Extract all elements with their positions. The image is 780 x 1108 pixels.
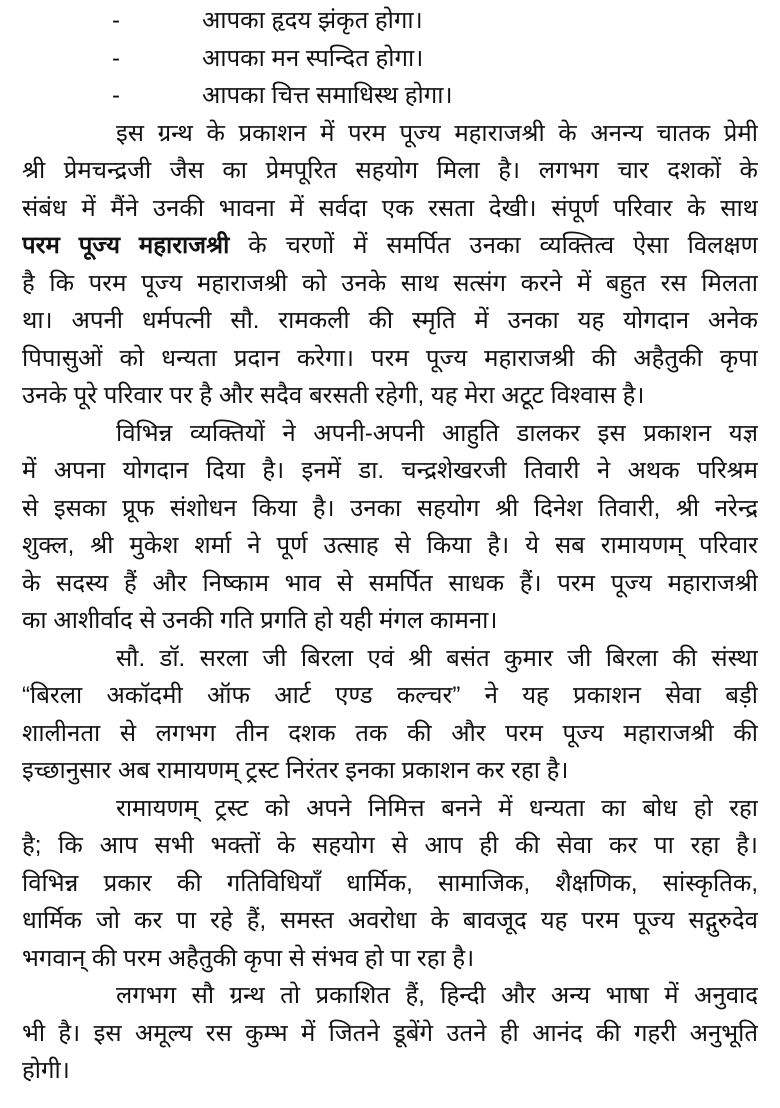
text-line — [22, 415, 758, 453]
line-text: के चरणों में समर्पित उनका व्यक्तित्व ऐसा विलक्षण — [229, 232, 758, 259]
document-page — [22, 2, 758, 1090]
bullet-item — [22, 2, 758, 40]
dash-marker: - — [112, 7, 120, 34]
text-line — [22, 940, 758, 978]
text-line — [22, 340, 758, 378]
line-text: उनके पूरे परिवार पर है और सदैव बरसती रहेगी, यह मेरा अटूट विश्वास है। — [22, 382, 645, 409]
text-line — [22, 377, 758, 415]
paragraph — [22, 977, 758, 1090]
line-text: का आशीर्वाद से उनकी गति प्रगति हो यही मंगल कामना। — [22, 607, 498, 634]
text-line — [22, 790, 758, 828]
line-text: श्री प्रेमचन्द्रजी जैस का प्रेमपूरित सहयोग मिला है। लगभग चार दशकों के — [22, 157, 758, 184]
paragraph — [22, 415, 758, 640]
line-text: से इसका प्रूफ संशोधन किया है। उनका सहयोग श्री दिनेश तिवारी, श्री नरेन्द्र — [22, 494, 758, 522]
text-line — [22, 602, 758, 640]
text-line — [22, 302, 758, 340]
text-line — [22, 640, 758, 678]
line-text: के सदस्य हैं और निष्काम भाव से समर्पित साधक हैं। परम पूज्य महाराजश्री — [22, 569, 758, 597]
line-text: धार्मिक जो कर पा रहे हैं, समस्त अवरोधा के बावजूद यह परम पूज्य सद्गुरुदेव — [22, 907, 758, 934]
line-text: विभिन्न प्रकार की गतिविधियाँ धार्मिक, सामाजिक, शैक्षणिक, सांस्कृतिक, — [22, 869, 758, 897]
text-line — [22, 752, 758, 790]
text-line — [22, 715, 758, 753]
line-text: सौ. डॉ. सरला जी बिरला एवं श्री बसंत कुमार जी बिरला की संस्था — [116, 644, 758, 672]
text-line — [22, 827, 758, 865]
paragraph — [22, 640, 758, 790]
line-text: है कि परम पूज्य महाराजश्री को उनके साथ सत्संग करने में बहुत रस मिलता — [22, 269, 758, 297]
text-line — [22, 490, 758, 528]
line-text: में अपना योगदान दिया है। इनमें डा. चन्द्रशेखरजी तिवारी ने अथक परिश्रम — [22, 457, 758, 484]
line-text: था। अपनी धर्मपत्नी सौ. रामकली की स्मृति में उनका यह योगदान अनेक — [22, 307, 758, 334]
paragraph — [22, 115, 758, 415]
line-text: इच्छानुसार अब रामायणम् ट्रस्ट निरंतर इनका प्रकाशन कर रहा है। — [22, 757, 569, 784]
line-text: शालीनता से लगभग तीन दशक तक की और परम पूज्य महाराजश्री की — [22, 719, 758, 747]
line-text: रामायणम् ट्रस्ट को अपने निमित्त बनने में धन्यता का बोध हो रहा — [116, 794, 758, 822]
text-line — [22, 265, 758, 303]
text-line — [22, 1052, 758, 1090]
bullet-text: आपका मन स्पन्दित होगा। — [202, 44, 424, 72]
dash-marker: - — [112, 44, 120, 72]
text-line — [22, 452, 758, 490]
line-text: “बिरला अकॉदमी ऑफ आर्ट एण्ड कल्चर” ने यह प्रकाशन सेवा बड़ी — [22, 682, 758, 709]
text-line — [22, 565, 758, 603]
text-line — [22, 115, 758, 153]
line-text: शुक्ल, श्री मुकेश शर्मा ने पूर्ण उत्साह से किया है। ये सब रामायणम् परिवार — [22, 532, 758, 559]
text-line — [22, 677, 758, 715]
line-text: इस ग्रन्थ के प्रकाशन में परम पूज्य महाराजश्री के अनन्य चातक प्रेमी — [116, 119, 758, 147]
line-text: पिपासुओं को धन्यता प्रदान करेगा। परम पूज्य महाराजश्री की अहैतुकी कृपा — [22, 344, 758, 372]
text-line — [22, 227, 758, 265]
line-text: भी है। इस अमूल्य रस कुम्भ में जितने डूबेंगे उतने ही आनंद की गहरी अनुभूति — [22, 1019, 758, 1047]
text-line — [22, 527, 758, 565]
bullet-text: आपका चित्त समाधिस्थ होगा। — [202, 82, 453, 109]
line-text: होगी। — [22, 1057, 70, 1084]
line-text: लगभग सौ ग्रन्थ तो प्रकाशित हैं, हिन्दी और अन्य भाषा में अनुवाद — [116, 982, 758, 1009]
text-line — [22, 902, 758, 940]
bullet-list — [22, 2, 758, 115]
body-text — [22, 115, 758, 1090]
dash-marker: - — [112, 82, 120, 109]
bullet-text: आपका हृदय झंकृत होगा। — [202, 7, 423, 34]
text-line — [22, 190, 758, 228]
text-line — [22, 152, 758, 190]
line-text: विभिन्न व्यक्तियों ने अपनी-अपनी आहुति डालकर इस प्रकाशन यज्ञ — [116, 419, 758, 447]
bullet-item — [22, 77, 758, 115]
text-line — [22, 865, 758, 903]
text-line — [22, 1015, 758, 1053]
line-text: संबंध में मैंने उनकी भावना में सर्वदा एक रसता देखी। संपूर्ण परिवार के साथ — [22, 194, 758, 222]
line-text: है; कि आप सभी भक्तों के सहयोग से आप ही की सेवा कर पा रहा है। — [22, 832, 758, 859]
bold-phrase: परम पूज्य महाराजश्री — [22, 232, 230, 259]
text-line — [22, 977, 758, 1015]
bullet-item — [22, 40, 758, 78]
line-text: भगवान् की परम अहैतुकी कृपा से संभव हो पा रहा है। — [22, 944, 475, 972]
paragraph — [22, 790, 758, 978]
